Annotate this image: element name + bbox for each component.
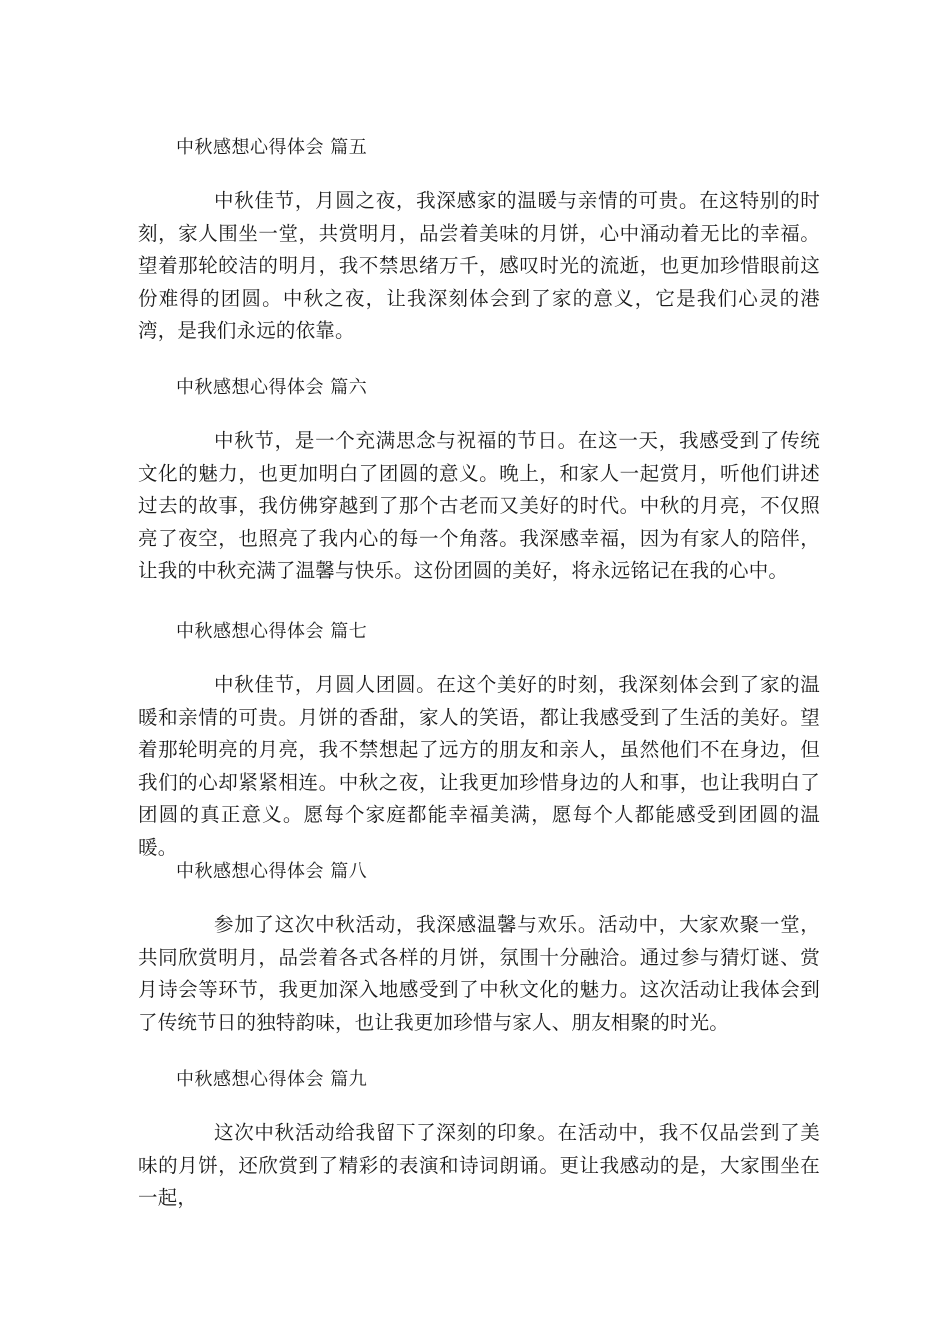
section-5 (138, 136, 820, 348)
section-paragraph: 这次中秋活动给我留下了深刻的印象。在活动中，我不仅品尝到了美味的月饼，还欣赏到了精彩的表演和诗词朗诵。更让我感动的是，大家围坐在一起， (138, 1121, 820, 1209)
section-9 (138, 1068, 820, 1215)
section-heading: 中秋感想心得体会 篇八 (176, 861, 368, 882)
section-heading: 中秋感想心得体会 篇九 (176, 1069, 368, 1090)
section-paragraph: 中秋佳节，月圆之夜，我深感家的温暖与亲情的可贵。在这特别的时刻，家人围坐一堂，共赏明月，品尝着美味的月饼，心中涌动着无比的幸福。望着那轮皎洁的明月，我不禁思绪万千，感叹时光的流逝，也更加珍惜眼前这份难得的团圆。中秋之夜，让我深刻体会到了家的意义，它是我们心灵的港湾，是我们永远的依靠。 (138, 189, 820, 342)
section-6 (138, 376, 820, 588)
section-heading: 中秋感想心得体会 篇七 (176, 621, 368, 642)
section-8 (138, 860, 820, 1039)
section-paragraph: 中秋节，是一个充满思念与祝福的节日。在这一天，我感受到了传统文化的魅力，也更加明白了团圆的意义。晚上，和家人一起赏月，听他们讲述过去的故事，我仿佛穿越到了那个古老而又美好的时代。中秋的月亮，不仅照亮了夜空，也照亮了我内心的每一个角落。我深感幸福，因为有家人的陪伴，让我的中秋充满了温馨与快乐。这份团圆的美好，将永远铭记在我的心中。 (138, 429, 820, 582)
section-heading: 中秋感想心得体会 篇六 (176, 377, 368, 398)
section-paragraph: 中秋佳节，月圆人团圆。在这个美好的时刻，我深刻体会到了家的温暖和亲情的可贵。月饼的香甜，家人的笑语，都让我感受到了生活的美好。望着那轮明亮的月亮，我不禁想起了远方的朋友和亲人，虽然他们不在身边，但我们的心却紧紧相连。中秋之夜，让我更加珍惜身边的人和事，也让我明白了团圆的真正意义。愿每个家庭都能幸福美满，愿每个人都能感受到团圆的温暖。 (138, 673, 820, 859)
section-7 (138, 620, 820, 864)
section-paragraph: 参加了这次中秋活动，我深感温馨与欢乐。活动中，大家欢聚一堂，共同欣赏明月，品尝着各式各样的月饼，氛围十分融洽。通过参与猜灯谜、赏月诗会等环节，我更加深入地感受到了中秋文化的魅力。这次活动让我体会到了传统节日的独特韵味，也让我更加珍惜与家人、朋友相聚的时光。 (138, 913, 820, 1034)
section-heading: 中秋感想心得体会 篇五 (176, 137, 368, 158)
